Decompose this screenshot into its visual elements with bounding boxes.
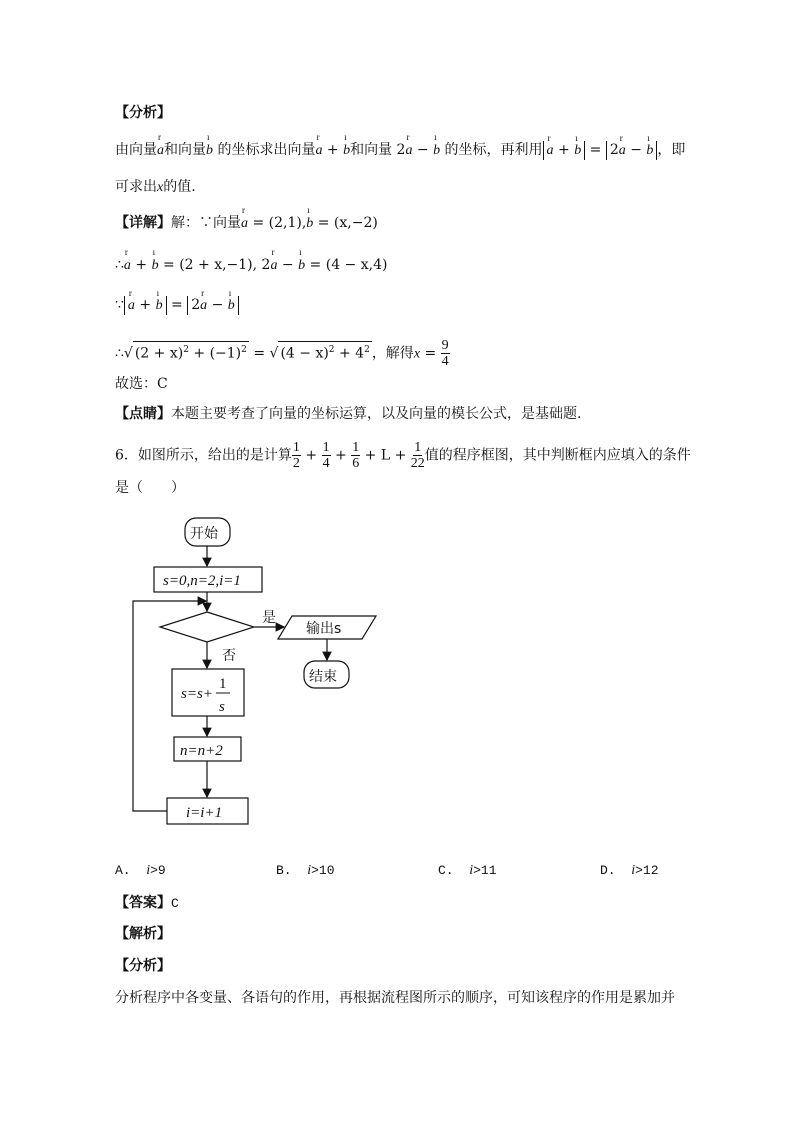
answer-heading: 【答案】: [115, 895, 171, 911]
question-6-line-1: 6．如图所示，给出的是计算 $\frac{1}{2}$ + $\frac{1}{4}$ + $\frac{1}{6}$ + L + $\frac{1}{22}$ 值的程序框图，其中判断框内应填入的条件: [115, 440, 691, 471]
vector-b: ı b: [298, 247, 306, 273]
text: = (x,−2): [317, 215, 378, 231]
vector-a: r a: [270, 247, 278, 273]
yes-label: 是: [262, 610, 276, 626]
analysis2-text: 分析程序中各变量、各语句的作用，再根据流程图所示的顺序，可知该程序的作用是累加并: [115, 990, 675, 1006]
vector-b: ı b: [306, 205, 314, 231]
analysis-line-1: 由向量 r a和向量 ı b 的坐标求出向量 r a + ı b和向量 2 r a − ı b 的坐标，再利用 r a + ı b = 2 r a − ı b ，即: [115, 140, 685, 161]
question-6-line-2: 是（ ）: [115, 480, 185, 496]
loop-back-line: [133, 601, 206, 811]
option-value: >12: [635, 863, 659, 878]
text: 值的程序框图，其中判断框内应填入的条件: [424, 447, 691, 464]
text: ，即: [657, 142, 686, 158]
var-x: x: [157, 180, 164, 195]
vector-a: r a: [241, 205, 248, 231]
vector-b: ı b: [343, 132, 351, 158]
fraction-4: $\frac{1}{22}$: [410, 440, 425, 471]
end-label: 结束: [309, 669, 337, 685]
option-value: >11: [473, 863, 497, 878]
text: ，解得: [371, 345, 414, 362]
solution-heading: 【解析】: [115, 926, 171, 942]
text: ∴: [115, 345, 124, 362]
text: 和向量: [350, 142, 393, 158]
text: = (2 + x,−1), 2: [163, 257, 271, 273]
fraction-3: $\frac{1}{6}$: [352, 440, 360, 471]
start-label: 开始: [190, 526, 218, 542]
vector-a: r a: [315, 132, 323, 158]
option-c[interactable]: [438, 863, 497, 879]
option-var: i: [469, 863, 474, 878]
option-var: i: [307, 863, 312, 878]
sqrt-left: $(2 + x)^2 + (-1)^2$: [133, 341, 249, 362]
vector-a: r a: [157, 132, 164, 158]
sqrt-sign: √: [123, 345, 133, 362]
text: 的坐标求出向量: [217, 142, 316, 158]
var-x: x: [413, 346, 421, 362]
i-step-label: i=i+1: [186, 805, 223, 821]
option-value: >9: [150, 863, 166, 878]
vector-b: ı b: [206, 132, 213, 158]
option-label: C.: [438, 863, 454, 878]
detail-line-2: ∴ r a + ı b = (2 + x,−1), 2 r a − ı b = (4 − x,4): [115, 255, 387, 276]
sum-step-label: s=s+: [181, 686, 213, 702]
n-step-label: n=n+2: [180, 743, 223, 759]
decision-box: [160, 612, 254, 642]
vector-a: r a: [123, 247, 131, 273]
sqrt-right: $(4 - x)^2 + 4^2$: [278, 341, 371, 362]
option-label: B.: [276, 863, 292, 878]
text: 6．如图所示，给出的是计算: [115, 447, 292, 464]
no-label: 否: [222, 648, 236, 664]
detail-line-3: ∵ r a + ı b = 2 r a − ı b: [115, 295, 239, 315]
text: = (4 − x,4): [309, 257, 388, 273]
abs-2a-minus-b: 2 r a − ı b: [187, 296, 239, 315]
analysis2-heading: 【分析】: [115, 958, 171, 974]
text: =: [253, 345, 266, 362]
vector-a: r a: [405, 132, 413, 158]
text: 的坐标，再利用: [444, 142, 543, 158]
option-d[interactable]: [600, 863, 659, 879]
text: = (2,1),: [252, 215, 307, 231]
option-b[interactable]: [276, 863, 335, 879]
abs-a-plus-b: r a + ı b: [124, 296, 167, 315]
option-a[interactable]: [115, 863, 166, 879]
option-var: i: [631, 863, 636, 878]
answer-line: [115, 893, 179, 914]
sum-step-num: 1: [219, 676, 227, 692]
text: 由向量: [115, 142, 157, 158]
text: ∴: [115, 257, 124, 273]
fraction-1: $\frac{1}{2}$: [292, 440, 300, 471]
sum-step-den: s: [219, 699, 225, 715]
ellipsis: + L +: [364, 447, 407, 464]
sqrt-sign: √: [269, 345, 279, 362]
choice-line: 故选：C: [115, 376, 168, 392]
abs-a-plus-b: r a + ı b: [543, 141, 586, 160]
comment-heading: 【点睛】: [115, 406, 171, 422]
analysis-heading: 【分析】: [115, 105, 171, 121]
detail-heading: 【详解】: [115, 215, 171, 231]
option-var: i: [146, 863, 151, 878]
comment-text: 本题主要考查了向量的坐标运算，以及向量的模长公式，是基础题.: [171, 406, 582, 422]
option-label: A.: [115, 863, 131, 878]
text: ∵: [115, 297, 124, 313]
detail-line-4: ∴√ $(2 + x)^2 + (-1)^2$ = √ $(4 - x)^2 + 4^2$ ，解得x = $\frac{9}{4}$: [115, 338, 449, 369]
answer-fraction: $\frac{9}{4}$: [441, 338, 449, 369]
option-label: D.: [600, 863, 616, 878]
abs-2a-minus-b: 2 r a − ı b: [606, 141, 658, 160]
answer-value: C: [171, 896, 179, 911]
text: 可求出: [115, 179, 157, 195]
text: 和向量: [164, 142, 206, 158]
vector-b: ı b: [151, 247, 159, 273]
text: 解：∵向量: [171, 215, 241, 231]
fraction-2: $\frac{1}{4}$: [322, 440, 330, 471]
output-label: 输出s: [306, 621, 342, 637]
vector-b: ı b: [433, 132, 441, 158]
option-value: >10: [311, 863, 335, 878]
text: 的值.: [163, 179, 196, 195]
init-label: s=0,n=2,i=1: [163, 573, 241, 589]
